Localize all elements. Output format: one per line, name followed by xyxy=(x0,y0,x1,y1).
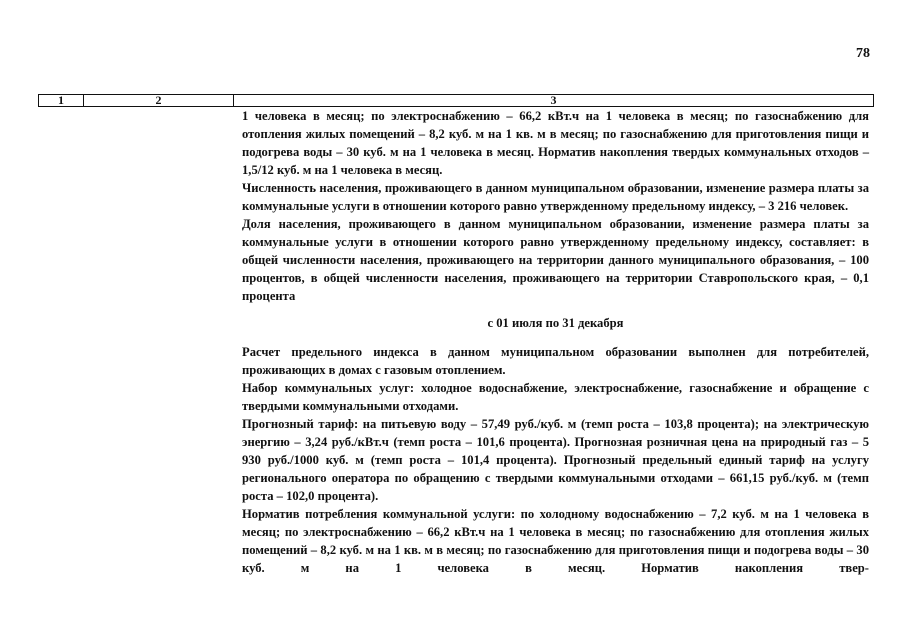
table-header-row xyxy=(38,94,874,107)
paragraph-tariffs: Прогнозный тариф: на питьевую воду – 57,49 руб./куб. м (темп роста – 103,8 процента); на электрическую энергию – 3,24 руб./кВт.ч (темп роста – 101,6 процента). Прогнозная розничная цена на природный газ – 5 930 руб./1000 куб. м (темп роста – 101,4 процента). Прогнозный предельный единый тариф на услугу регионального оператора по обращению с твердыми коммунальными отходами – 661,15 руб./куб. м (темп роста – 102,0 процента). xyxy=(242,417,869,503)
column-3-text xyxy=(242,107,869,577)
period-subheading: с 01 июля по 31 декабря xyxy=(487,316,624,330)
table-header-col-2: 2 xyxy=(84,95,234,106)
paragraph-population-share: Доля населения, проживающего в данном муниципальном образовании, изменение размера платы за коммунальные услуги в отношении которого равно утвержденному предельному индексу, составляет: в общей численности населения, проживающего на территории данного муниципального образования, – 100 процентов, в общей численности населения, проживающего на территории Ставропольского края, – 0,1 процента xyxy=(242,217,869,303)
paragraph-norms-continued: 1 человека в месяц; по электроснабжению – 66,2 кВт.ч на 1 человека в месяц; по газоснабжению для отопления жилых помещений – 8,2 куб. м на 1 кв. м в месяц; по газоснабжению для приготовления пищи и подогрева воды – 30 куб. м на 1 человека в месяц. Норматив накопления твердых коммунальных отходов – 1,5/12 куб. м на 1 человека в месяц. xyxy=(242,109,869,177)
paragraph-service-set: Набор коммунальных услуг: холодное водоснабжение, электроснабжение, газоснабжение и обращение с твердыми коммунальными отходами. xyxy=(242,381,869,413)
page-number: 78 xyxy=(856,46,870,61)
table-header-col-3: 3 xyxy=(550,93,557,107)
table-header-col-1: 1 xyxy=(39,95,84,106)
paragraph-population-count: Численность населения, проживающего в данном муниципальном образовании, изменение размера платы за коммунальные услуги в отношении которого равно утвержденному предельному индексу, – 3 216 человек. xyxy=(242,181,869,213)
paragraph-calculation-basis: Расчет предельного индекса в данном муниципальном образовании выполнен для потребителей, проживающих в домах с газовым отоплением. xyxy=(242,345,869,377)
paragraph-consumption-norms: Норматив потребления коммунальной услуги: по холодному водоснабжению – 7,2 куб. м на 1 человека в месяц; по электроснабжению – 66,2 кВт.ч на 1 человека в месяц; по газоснабжению для отопления жилых помещений – 8,2 куб. м на 1 кв. м в месяц; по газоснабжению для приготовления пищи и подогрева воды – 30 куб. м на 1 человека в месяц. Норматив накопления твер- xyxy=(242,507,869,575)
